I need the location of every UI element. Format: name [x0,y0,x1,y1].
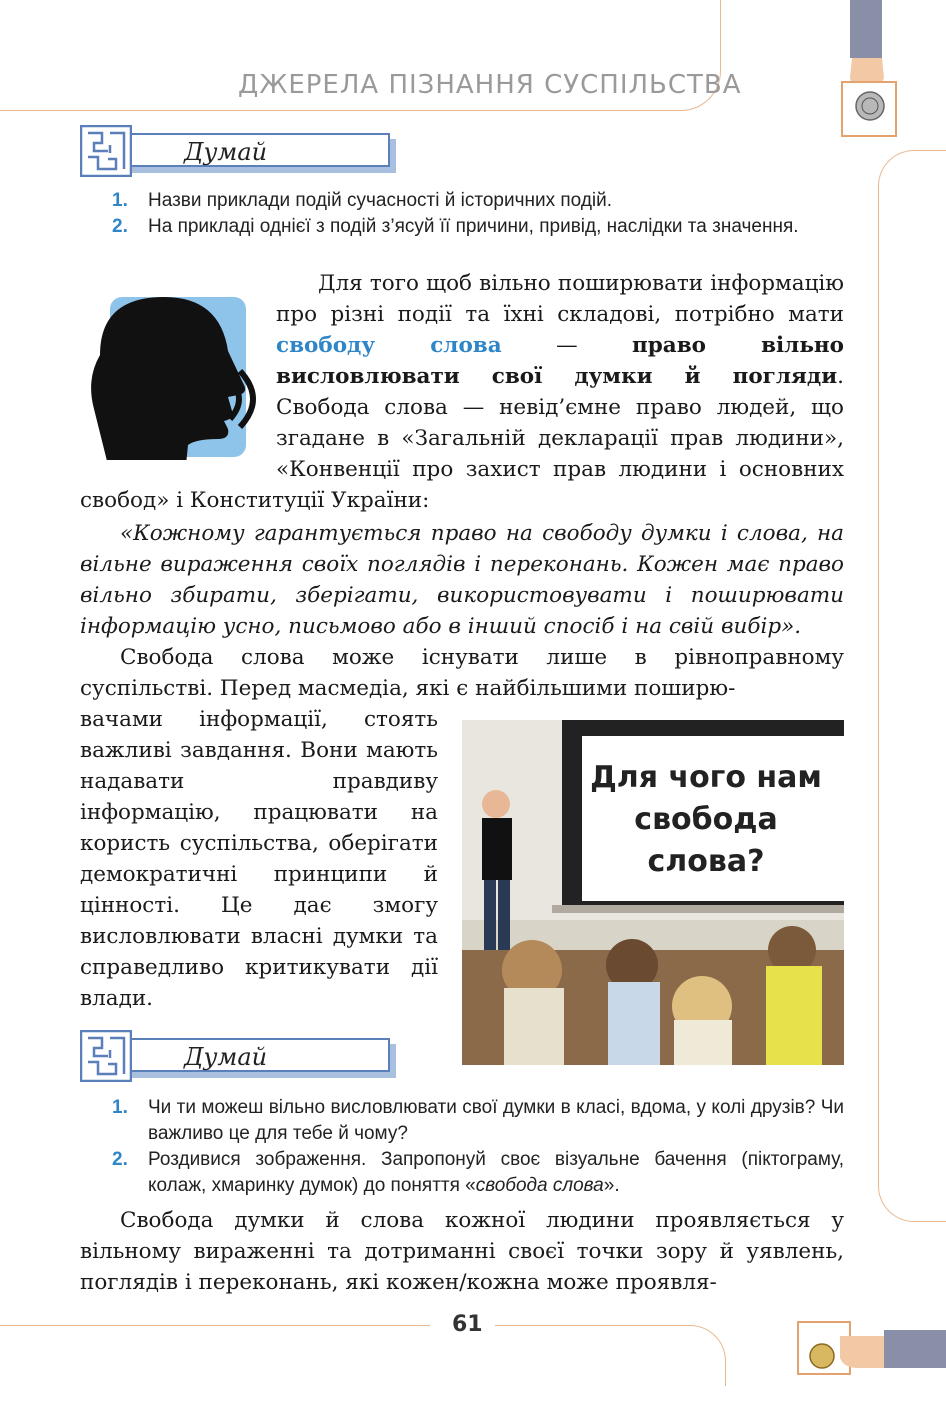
think-box-2 [80,1030,320,1094]
think-label-1: Думай [120,133,390,167]
think-label-2: Думай [120,1038,390,1072]
maze-icon [80,125,132,177]
paragraph-free-speech-intro [80,268,844,516]
dash: — [501,333,633,358]
list-text [148,1147,844,1199]
list-text-emphasis: свобода слова [475,1175,604,1196]
page-header-title: ДЖЕРЕЛА ПІЗНАННЯ СУСПІЛЬСТВА [238,70,742,100]
footer-rule-left [0,1325,430,1326]
paragraph-media-left: вачами інформації, стоять важливі завдання. Вони мають надавати правдиву інформацію, працювати на користь суспільства, оберігати демократичні принципи й цінності. Це дає змогу висловлювати власні думки та справедливо критикувати дії влади. [80,707,438,1011]
right-margin-frame [878,150,946,1222]
think-questions-1 [112,188,844,240]
list-text: На прикладі однієї з подій з’ясуй її причини, привід, наслідки та значення. [148,216,799,237]
list-number: 2. [112,1149,128,1170]
footer-rule-right [495,1325,726,1386]
paragraph-text: Для того щоб вільно поширювати інформацію про різні події та їхні складові, потрібно мати [276,271,844,327]
paragraph-text-cont: . Свобода слова — невід’ємне право людей, що згадане в «Загальній декларації прав людини», «Конвенції про захист прав людини і основних свобод» і Конституції України: [80,364,844,513]
list-text: Чи ти можеш вільно висловлювати свої думки в класі, вдома, у колі друзів? Чи важливо це для тебе й чому? [148,1097,844,1144]
board-question: Для чого нам свобода слова? [590,760,822,879]
list-text-part: Роздивися зображення. Запропонуй своє візуальне бачення (піктограму, колаж, хмаринку думок) до поняття « [148,1149,844,1196]
list-item [112,1095,844,1147]
list-item [112,188,844,214]
term-free-speech: свободу слова [276,333,502,358]
paragraph-freedom-of-thought: Свобода думки й слова кожної людини проявляється у вільному вираженні та дотриманні своєї точки зору й уявлень, поглядів і переконань, які кожен/кожна може проявля- [80,1208,844,1295]
hand-puzzle-top-icon [836,0,902,150]
list-number: 1. [112,190,128,211]
float-spacer [80,268,276,482]
list-number: 1. [112,1097,128,1118]
list-item [112,1147,844,1199]
maze-icon [80,1030,132,1082]
definition-bold: право вільно висловлювати свої думки й погляди [276,333,844,389]
hand-puzzle-bottom-icon [790,1310,946,1382]
list-item [112,214,844,240]
constitution-quote: «Кожному гарантується право на свободу думки і слова, на вільне вираження своїх поглядів і переконань. Кожен має право вільно збирати, зберігати, використовувати і поширювати інформацію усно, письмово або в інший спосіб і на свій вибір». [80,521,844,639]
list-number: 2. [112,216,128,237]
think-questions-2 [112,1095,844,1199]
list-text-part: ». [603,1175,620,1196]
page-number: 61 [452,1312,483,1337]
think-box-1 [80,125,320,189]
list-text: Назви приклади подій сучасності й історичних подій. [148,190,613,211]
paragraph-media-top: Свобода слова може існувати лише в рівноправному суспільстві. Перед масмедіа, які є найбільшими поширю- [80,645,844,701]
